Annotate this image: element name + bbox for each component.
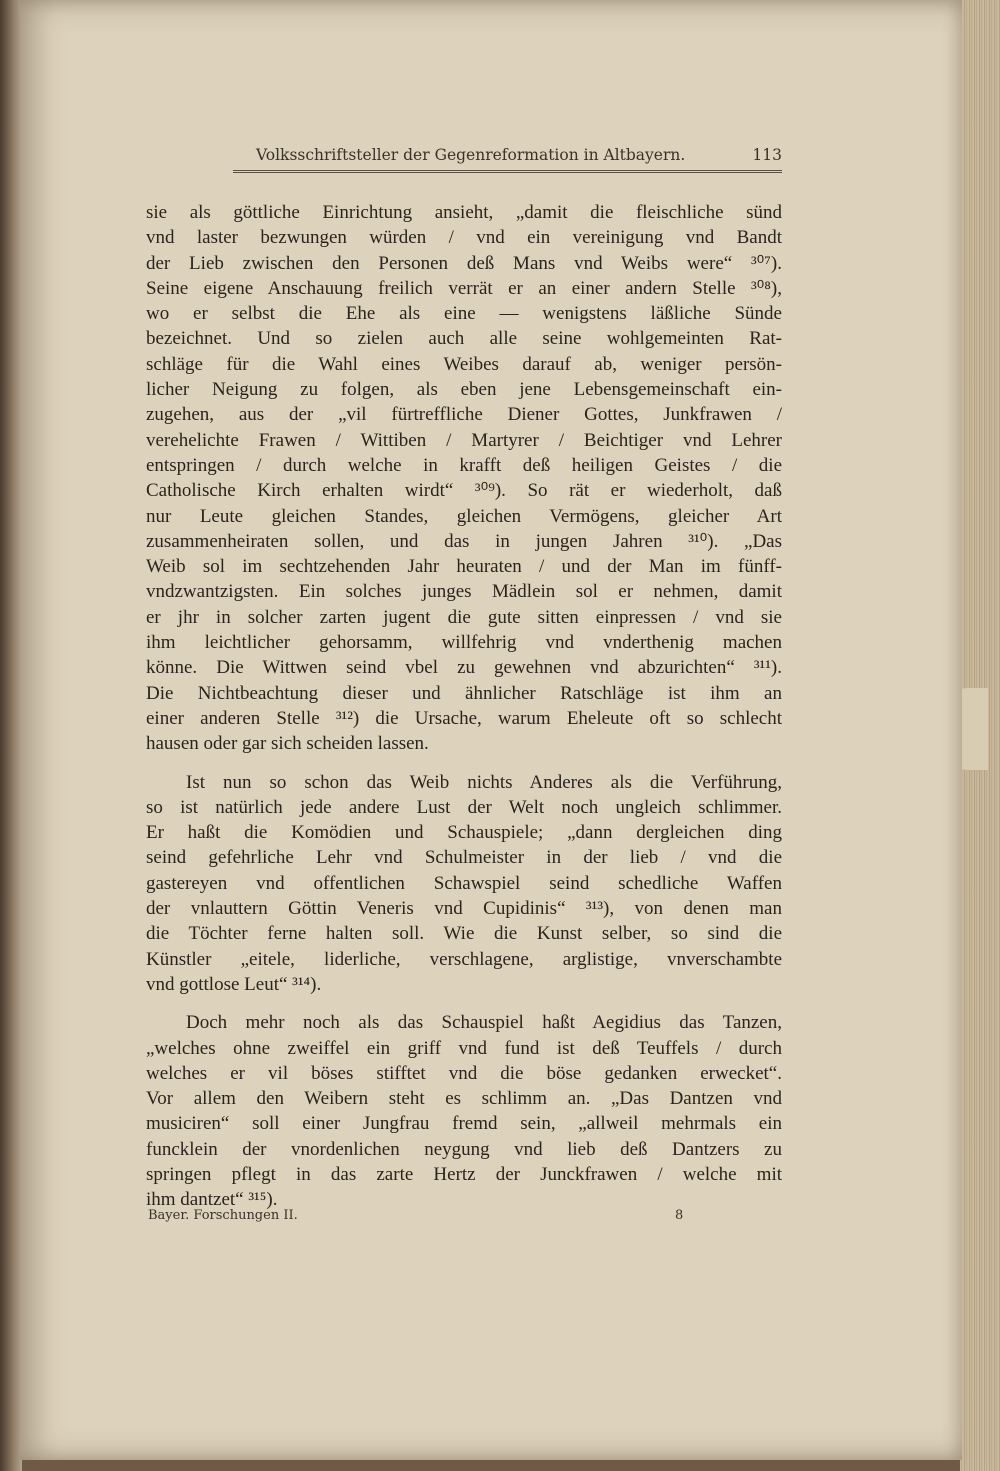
text-line: licher Neigung zu folgen, als eben jene Lebensgemeinschaft ein- [146,379,782,401]
text-line: so ist natürlich jede andere Lust der Welt noch ungleich schlimmer. [146,796,782,818]
book-spine-shadow [0,0,22,1471]
text-line: der vnlauttern Göttin Veneris vnd Cupidinis“ ³¹³), von denen man [146,898,782,920]
text-line: Künstler „eitele, liderliche, verschlagene, arglistige, vnverschambte [146,948,782,970]
text-line: nur Leute gleichen Standes, gleichen Vermögens, gleicher Art [146,505,782,527]
text-line: vndzwantzigsten. Ein solches junges Mädlein sol er nehmen, damit [146,581,782,603]
text-line: vnd gottlose Leut“ ³¹⁴). [146,973,322,995]
paragraph-2 [146,770,782,998]
text-line: wo er selbst die Ehe als eine — wenigstens läßliche Sünde [146,303,782,325]
text-line: schläge für die Wahl eines Weibes darauf ab, weniger persön- [146,353,782,375]
text-line: Vor allem den Weibern steht es schlimm an. „Das Dantzen vnd [146,1088,782,1110]
header-rule [233,170,782,173]
text-line: Catholische Kirch erhalten wirdt“ ³⁰⁹). So rät er wiederholt, daß [146,480,782,502]
body-text [146,200,782,1213]
paragraph-3 [146,1010,782,1212]
text-line: einer anderen Stelle ³¹²) die Ursache, warum Eheleute oft so schlecht [146,707,782,729]
text-line: zugehen, aus der „vil fürtreffliche Diener Gottes, Junkfrawen / [146,404,782,426]
text-line: springen pflegt in das zarte Hertz der Junckfrawen / welche mit [146,1163,782,1185]
text-line: Die Nichtbeachtung dieser und ähnlicher Ratschläge ist ihm an [146,682,782,704]
page-number: 113 [752,146,782,164]
series-title: Bayer. Forschungen II. [148,1208,298,1223]
text-line: ihm leichtlicher gehorsamm, willfehrig vnd vnderthenig machen [146,632,782,654]
text-line: vnd laster bezwungen würden / vnd ein vereinigung vnd Bandt [146,227,782,249]
text-line: die Töchter ferne halten soll. Wie die Kunst selber, so sind die [146,923,782,945]
text-line: Weib sol im sechtzehenden Jahr heuraten / und der Man im fünff- [146,556,782,578]
text-line: ihm dantzet“ ³¹⁵). [146,1189,278,1211]
text-line: der Lieb zwischen den Personen deß Mans vnd Weibs were“ ³⁰⁷). [146,252,782,274]
text-line: könne. Die Wittwen seind vbel zu gewehnen vnd abzurichten“ ³¹¹). [146,657,782,679]
signature-mark: 8 [675,1208,684,1223]
text-line: gastereyen vnd offentlichen Schawspiel seind schedliche Waffen [146,872,782,894]
running-title: Volksschriftsteller der Gegenreformation in Altbayern. [256,146,686,164]
text-line: musiciren“ soll einer Jungfrau fremd sein, „allweil mehrmals ein [146,1113,782,1135]
text-line: funcklein der vnordenlichen neygung vnd lieb deß Dantzers zu [146,1138,782,1160]
text-line: zusammenheiraten sollen, und das in jungen Jahren ³¹⁰). „Das [146,530,782,552]
paragraph-1 [146,200,782,757]
text-line: Ist nun so schon das Weib nichts Anderes als die Verführung, [186,771,782,793]
text-line: hausen oder gar sich scheiden lassen. [146,733,429,755]
text-line: „welches ohne zweiffel ein griff vnd fund ist deß Teuffels / durch [146,1037,782,1059]
text-line: seind gefehrliche Lehr vnd Schulmeister in der lieb / vnd die [146,847,782,869]
text-line: verehelichte Frawen / Wittiben / Martyrer / Beichtiger vnd Lehrer [146,429,782,451]
text-line: welches er vil böses stifftet vnd die böse gedanken erwecket“. [146,1062,782,1084]
text-line: Doch mehr noch als das Schauspiel haßt Aegidius das Tanzen, [186,1012,782,1034]
running-header [256,146,782,170]
text-line: Er haßt die Komödien und Schauspiele; „dann dergleichen ding [146,822,782,844]
text-line: Seine eigene Anschauung freilich verrät er an einer andern Stelle ³⁰⁸), [146,277,782,299]
text-line: entspringen / durch welche in krafft deß heiligen Geistes / die [146,454,782,476]
text-line: sie als göttliche Einrichtung ansieht, „damit die fleischliche sünd [146,202,782,223]
text-line: er jhr in solcher zarten jugent die gute sitten einpressen / vnd sie [146,606,782,628]
text-line: bezeichnet. Und so zielen auch alle seine wohlgemeinten Rat- [146,328,782,350]
